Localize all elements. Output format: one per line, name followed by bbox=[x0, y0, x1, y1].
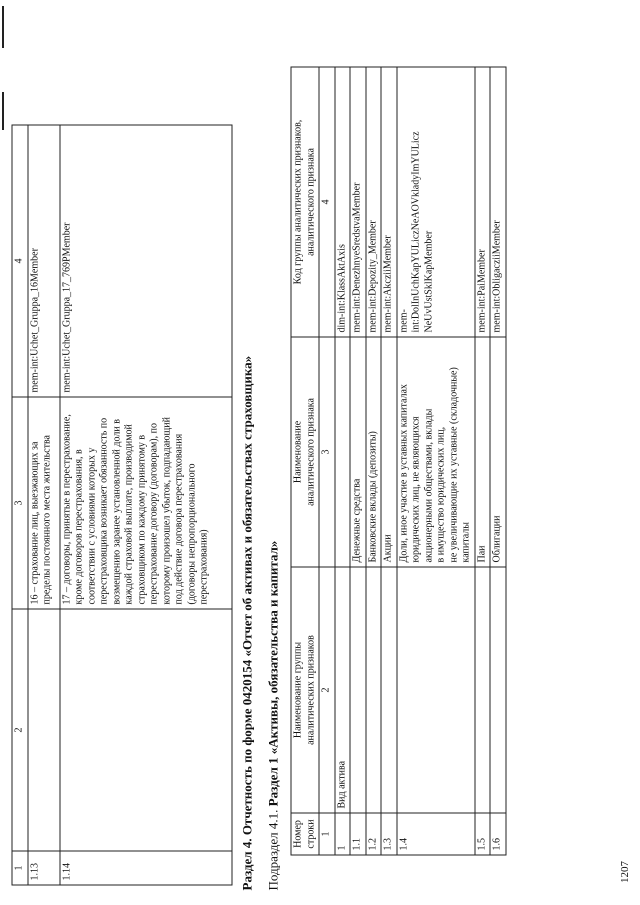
rotated-page-content bbox=[11, 1, 621, 896]
attribute-name: Банковские вклады (депозиты) bbox=[365, 337, 381, 567]
attribute-code: mem-int:AkcziiMember bbox=[381, 67, 397, 337]
row-number: 1.6 bbox=[490, 813, 506, 855]
row-number: 1.3 bbox=[381, 813, 397, 855]
subsection-title: Раздел 1 «Активы, обязательства и капитал» bbox=[265, 540, 280, 807]
subsection-heading bbox=[265, 541, 281, 891]
group-name bbox=[59, 609, 231, 851]
column-number: 1 bbox=[12, 851, 28, 885]
table-row bbox=[365, 67, 381, 855]
attribute-name: Акции bbox=[381, 337, 397, 567]
column-number: 2 bbox=[12, 609, 28, 851]
group-name bbox=[350, 567, 366, 813]
group-name bbox=[381, 567, 397, 813]
group-name bbox=[490, 567, 506, 813]
section-heading: Раздел 4. Отчетность по форме 0420154 «Отчет об активах и обязательствах страховщика» bbox=[239, 355, 254, 891]
attribute-code: mem-int:DenezhnyeSredstvaMember bbox=[350, 67, 366, 337]
attribute-code: mem- int:DolInUchKapYULiczNeAOVkladyImYULicz NeUvUstSklKapMember bbox=[396, 67, 474, 337]
attribute-name: Денежные средства bbox=[350, 337, 366, 567]
group-name bbox=[474, 567, 490, 813]
column-number: 3 bbox=[319, 337, 335, 567]
column-number: 3 bbox=[12, 397, 28, 609]
header-code: Код группы аналитических признаков, аналитического признака bbox=[291, 67, 319, 337]
attribute-code: mem-int:Uchet_Gruppa_17_769PMember bbox=[59, 125, 231, 397]
column-numbers-row bbox=[319, 67, 335, 855]
row-number: 1 bbox=[334, 813, 350, 855]
row-number: 1.4 bbox=[396, 813, 474, 855]
attribute-name: Паи bbox=[474, 337, 490, 567]
header-attribute-name: Наименование аналитического признака bbox=[291, 337, 319, 567]
subsection-prefix: Подраздел 4.1. bbox=[265, 806, 280, 891]
header-group-name: Наименование группы аналитических признаков bbox=[291, 567, 319, 813]
attribute-name bbox=[334, 337, 350, 567]
row-number: 1.13 bbox=[27, 851, 59, 885]
column-number: 4 bbox=[319, 67, 335, 337]
table-row bbox=[396, 67, 474, 855]
group-name bbox=[27, 609, 59, 851]
attribute-code: mem-int:Uchet_Gruppa_16Member bbox=[27, 125, 59, 397]
column-numbers-row bbox=[12, 125, 28, 885]
table-row bbox=[334, 67, 350, 855]
scan-edge-mark bbox=[2, 92, 4, 130]
group-name bbox=[396, 567, 474, 813]
attribute-name: Доли, иное участие в уставных капиталах юридических лиц, не являющихся акционерными обществами, вклады в имущество юридических лиц, не увеличивающие их уставные (складочные) капиталы bbox=[396, 337, 474, 567]
continuation-table bbox=[11, 125, 232, 886]
table-row bbox=[474, 67, 490, 855]
column-number: 2 bbox=[319, 567, 335, 813]
row-number: 1.2 bbox=[365, 813, 381, 855]
table-row bbox=[59, 125, 231, 885]
analytics-table bbox=[290, 67, 506, 856]
row-number: 1.5 bbox=[474, 813, 490, 855]
header-row-number: Номер строки bbox=[291, 813, 319, 855]
attribute-code: dim-int:KlassAktAxis bbox=[334, 67, 350, 337]
table-row bbox=[27, 125, 59, 885]
table-row bbox=[490, 67, 506, 855]
column-number: 1 bbox=[319, 813, 335, 855]
group-name bbox=[365, 567, 381, 813]
column-number: 4 bbox=[12, 125, 28, 397]
group-name: Вид актива bbox=[334, 567, 350, 813]
table-row bbox=[381, 67, 397, 855]
attribute-code: mem-int:PaiMember bbox=[474, 67, 490, 337]
table-row bbox=[350, 67, 366, 855]
attribute-code: mem-int:Depozity_Member bbox=[365, 67, 381, 337]
header-row bbox=[291, 67, 319, 855]
attribute-code: mem-int:ObligacziiMember bbox=[490, 67, 506, 337]
row-number: 1.14 bbox=[59, 851, 231, 885]
attribute-name: 17 – договоры, принятые в перестрахование, кроме договоров перестрахования, в соответствии с условиями которых у перестраховщика возникает обязанность по возмещению заранее установленной доли в каждой страховой выплате, производимой страховщиком по каждому принятому в перестрахование договору (договорам), по которому произошел убыток, подпадающий под действие договора перестрахования (договоры непропорционального перестрахования) bbox=[59, 397, 231, 609]
page-number: 1207 bbox=[619, 861, 631, 883]
attribute-name: 16 – страхование лиц, выезжающих за пределы постоянного места жительства bbox=[27, 397, 59, 609]
attribute-name: Облигации bbox=[490, 337, 506, 567]
scan-edge-mark bbox=[2, 6, 4, 48]
row-number: 1.1 bbox=[350, 813, 366, 855]
